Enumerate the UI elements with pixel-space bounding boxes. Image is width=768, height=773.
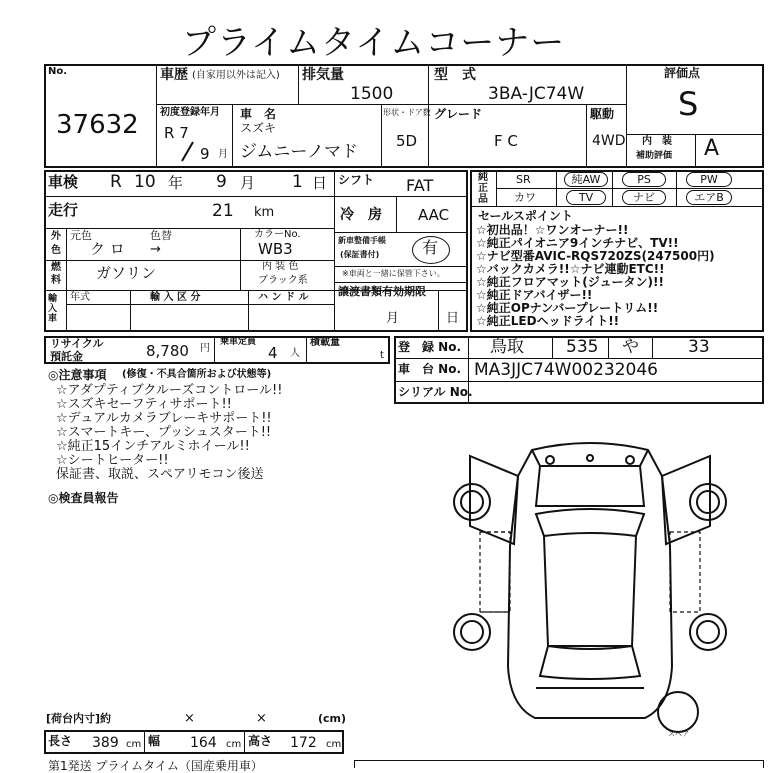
- interior-color: ブラック系: [258, 275, 308, 286]
- equip-alloy-wheel: 純AW: [564, 172, 608, 187]
- mileage-unit: km: [254, 205, 275, 220]
- mileage-value: 21: [212, 201, 234, 221]
- grade-points-value: S: [678, 85, 699, 123]
- import-year-label: 年式: [70, 292, 90, 303]
- interior-grade: A: [704, 136, 720, 161]
- height-value: 172: [290, 735, 317, 751]
- reg-kana: や: [622, 337, 639, 357]
- reg-number: 33: [688, 337, 710, 357]
- capacity-unit: 人: [290, 348, 300, 359]
- note-line: 保証書、取説、スペアリモコン後送: [56, 467, 264, 482]
- fuel-label-1: 燃: [51, 262, 61, 273]
- grade-points-label: 評価点: [664, 66, 701, 80]
- manual-label-1: 新車整備手帳: [338, 236, 386, 245]
- cargo-unit: (cm): [318, 712, 347, 725]
- cargo-x1: ×: [184, 711, 195, 726]
- lot-no-label: No.: [48, 66, 68, 77]
- load-label: 積載量: [310, 337, 340, 348]
- inspection-year: 10: [134, 172, 156, 192]
- car-damage-diagram: [440, 436, 740, 736]
- interior-color-label: 内 装 色: [262, 261, 299, 272]
- width-value: 164: [190, 735, 217, 751]
- load-unit: t: [380, 350, 384, 361]
- fuel-value: ガソリン: [96, 264, 157, 282]
- sales-point-line: ☆純正ドアバイザー!!: [476, 288, 593, 302]
- shift-value: FAT: [406, 176, 434, 195]
- original-color: ク ロ: [90, 240, 125, 258]
- equip-power-steering: PS: [622, 172, 666, 187]
- first-reg-year: R 7: [164, 124, 189, 142]
- grade-value: F C: [494, 132, 518, 150]
- equip-navi: ナビ: [622, 190, 666, 205]
- sales-point-line: ☆ナビ型番AVIC-RQS720ZS(247500円): [476, 249, 715, 263]
- first-reg-month-unit: 月: [218, 149, 228, 160]
- equipment-label: 純正品: [478, 172, 488, 205]
- color-code-label: カラーNo.: [254, 229, 301, 240]
- cargo-x2: ×: [256, 711, 267, 726]
- note-line: ☆アダプティブクルーズコントロール!!: [56, 383, 283, 398]
- fuel-label-2: 料: [51, 275, 61, 286]
- history-note: (自家用以外は記入): [192, 70, 280, 81]
- equip-sr: SR: [516, 173, 531, 186]
- reg-label: 登 録 No.: [398, 340, 462, 354]
- color-code: WB3: [258, 240, 293, 258]
- width-unit: cm: [226, 739, 242, 750]
- chassis-label: 車 台 No.: [398, 362, 462, 376]
- manual-note: ※車両と一緒に保管下さい。: [342, 269, 445, 278]
- recycle-label-2: 預託金: [50, 350, 83, 363]
- reg-area: 鳥取: [490, 337, 524, 357]
- displacement-label: 排気量: [302, 67, 344, 83]
- import-label: 輸入車: [48, 294, 58, 324]
- spare-tire-label: スペア: [668, 730, 689, 738]
- doors-value: 5D: [396, 132, 418, 150]
- mileage-label: 走行: [48, 201, 79, 219]
- manual-value: 有: [422, 238, 439, 257]
- import-class-label: 輸 入 区 分: [150, 292, 201, 303]
- transfer-day: 日: [446, 311, 460, 326]
- ac-label: 冷 房: [340, 207, 382, 223]
- shift-label: シフト: [338, 173, 375, 187]
- interior-label-2: 補助評価: [636, 151, 673, 161]
- sales-points-label: セールスポイント: [478, 209, 573, 223]
- inspector-label: ◎検査員報告: [48, 491, 119, 505]
- displacement-value: 1500: [350, 84, 394, 104]
- notes-label: ◎注意事項: [48, 368, 107, 382]
- transfer-month: 月: [386, 311, 400, 326]
- inspection-era: R: [110, 172, 122, 192]
- recycle-label-1: リサイクル: [50, 337, 104, 350]
- drive-value: 4WD: [592, 133, 626, 149]
- inspection-label: 車検: [48, 173, 79, 191]
- import-handle-label: ハ ン ド ル: [258, 292, 309, 303]
- sales-point-line: ☆純正LEDヘッドライト!!: [476, 314, 620, 328]
- serial-label: シリアル No.: [398, 385, 473, 399]
- chassis-number: MA3JJC74W00232046: [474, 360, 658, 380]
- page-title: プライムタイムコーナー: [182, 23, 566, 63]
- footer-box: [354, 760, 764, 768]
- inspection-day: 1: [292, 172, 303, 192]
- note-line: ☆シートヒーター!!: [56, 453, 169, 468]
- inspection-day-unit: 日: [312, 174, 328, 192]
- note-line: ☆デュアルカメラブレーキサポート!!: [56, 411, 272, 426]
- manual-label-2: (保証書付): [340, 250, 380, 259]
- inspection-year-unit: 年: [168, 174, 184, 192]
- inspection-month: 9: [216, 172, 227, 192]
- length-unit: cm: [126, 739, 142, 750]
- capacity-label: 乗車定員: [220, 337, 257, 347]
- model-code: 3BA-JC74W: [488, 84, 585, 104]
- doors-label: 形状・ドア数: [383, 108, 431, 117]
- lot-number: 37632: [56, 110, 139, 140]
- height-unit: cm: [326, 739, 342, 750]
- original-color-label: 元色: [70, 229, 92, 242]
- recycle-unit: 円: [200, 343, 210, 354]
- outer-color-label-2: 色: [51, 245, 61, 256]
- length-label: 長さ: [48, 734, 73, 748]
- history-label: 車歴: [160, 67, 188, 83]
- sales-point-line: ☆純正フロアマット(ジュータン)!!: [476, 275, 664, 289]
- color-change-arrow: →: [150, 242, 161, 257]
- width-label: 幅: [148, 734, 161, 748]
- notes-label-note: (修復・不具合箇所および状態等): [122, 369, 272, 380]
- inspection-month-unit: 月: [240, 174, 256, 192]
- recycle-value: 8,780: [146, 342, 189, 360]
- equip-tv: TV: [566, 190, 606, 205]
- notes-list: [56, 384, 282, 482]
- maker: スズキ: [240, 121, 277, 135]
- note-line: ☆純正15インチアルミホイール!!: [56, 439, 250, 454]
- first-reg-label: 初度登録年月: [160, 107, 220, 118]
- height-label: 高さ: [248, 734, 273, 748]
- drive-label: 駆動: [590, 107, 615, 121]
- sales-point-line: ☆純正パイオニア9インチナビ、TV!!: [476, 236, 679, 250]
- reg-class: 535: [566, 337, 599, 357]
- ac-value: AAC: [418, 206, 450, 224]
- grade-label: グレード: [434, 107, 483, 121]
- equip-airbag: エアB: [686, 190, 732, 205]
- sales-point-line: ☆初出品！☆ワンオーナー!!: [476, 223, 629, 237]
- footer-text: 第1発送 プライムタイム（国産乗用車）: [48, 759, 263, 773]
- capacity-value: 4: [268, 344, 278, 362]
- first-reg-month: 9: [200, 145, 210, 163]
- outer-color-label-1: 外: [51, 231, 61, 242]
- sales-point-line: ☆純正OPナンバープレートリム!!: [476, 301, 659, 315]
- note-line: ☆スズキセーフティサポート!!: [56, 397, 232, 412]
- car-name-label: 車 名: [240, 107, 277, 121]
- changed-color-label: 色替: [150, 229, 172, 242]
- equip-leather: カワ: [514, 191, 536, 204]
- car-name: ジムニーノマド: [240, 142, 358, 162]
- length-value: 389: [92, 735, 119, 751]
- model-label: 型 式: [434, 67, 476, 83]
- note-line: ☆スマートキー、プッシュスタート!!: [56, 425, 272, 440]
- sales-point-line: ☆バックカメラ!!☆ナビ連動ETC!!: [476, 262, 665, 276]
- cargo-label: [荷台内寸]約: [46, 712, 112, 725]
- equip-power-window: PW: [686, 172, 732, 187]
- transfer-label: 譲渡書類有効期限: [338, 285, 426, 298]
- interior-label-1: 内 装: [642, 136, 672, 147]
